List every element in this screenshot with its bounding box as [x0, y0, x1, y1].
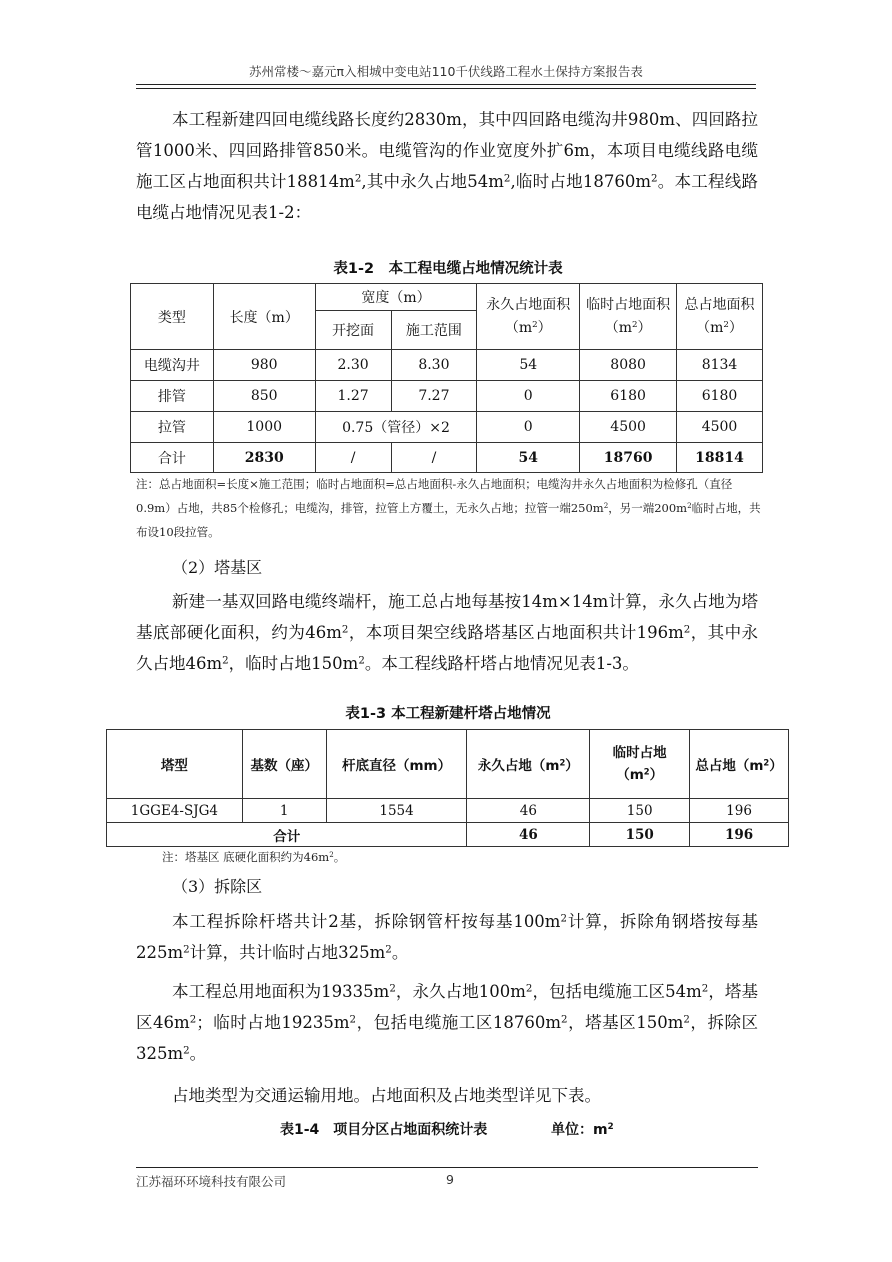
table-1-4-unit: 单位：$m^2$ [551, 1122, 614, 1138]
header-tower-type: 塔型 [107, 730, 243, 799]
paragraph-cable-overview: 本工程新建四回电缆线路长度约2830m，其中四回路电缆沟井980m、四回路拉管1000米、四回路排管850米。电缆管沟的作业宽度外扩6m，本项目电缆线路电缆施工区占地面积共计$18814m^2$,其中永久占地$54m^2$,临时占地$18760m^2$。本工程线路电缆占地情况见表1-2： [136, 110, 758, 222]
header-width: 宽度（m） [315, 284, 477, 311]
header-total: 总占地$(m^2)$ [690, 730, 789, 799]
running-header: 苏州常楼～嘉元π入相城中变电站110千伏线路工程水土保持方案报告表 [249, 64, 643, 79]
header-temporary: 临时占地$(m^2)$ [590, 730, 690, 799]
cell-excavation: 2.30 [315, 350, 391, 381]
cell-length: 1000 [213, 412, 315, 443]
table-total-row [107, 823, 789, 847]
table-1-2-caption: 表1-2 本工程电缆占地情况统计表 [333, 261, 563, 277]
header-count: 基数（座） [242, 730, 326, 799]
header-total: 总占地面积$(m^2)$ [677, 284, 763, 350]
cell-type: 排管 [131, 381, 214, 412]
table-1-3-note: 注：塔基区 底硬化面积约为$46m^2$。 [162, 850, 346, 864]
cell-permanent: 46 [467, 823, 590, 847]
section-heading-tower: （2）塔基区 [172, 558, 263, 577]
cell-total: 4500 [677, 412, 763, 443]
section-heading-demolition: （3）拆除区 [172, 877, 263, 896]
cell-length: 2830 [213, 443, 315, 473]
cell-type: 合计 [131, 443, 214, 473]
cell-total: 6180 [677, 381, 763, 412]
cell-construction: / [391, 443, 477, 473]
footer-rule [136, 1167, 758, 1168]
cell-temporary: 150 [590, 823, 690, 847]
cell-permanent: 46 [467, 799, 590, 823]
header-rule [136, 84, 756, 85]
table-1-3 [106, 729, 789, 847]
paragraph-total-land: 本工程总用地面积为$19335m^2$，永久占地$100m^2$，包括电缆施工区$54m^2$，塔基区$46m^2$；临时占地$19235m^2$，包括电缆施工区$18760m^2$，塔基区$150m^2$，拆除区$325m^2$。 [136, 982, 759, 1063]
cell-count: 1 [242, 799, 326, 823]
header-diameter: 杆底直径（mm） [326, 730, 467, 799]
cell-total: 196 [690, 799, 789, 823]
cell-temporary: 150 [590, 799, 690, 823]
header-permanent: 永久占地面积$(m^2)$ [477, 284, 580, 350]
header-construction: 施工范围 [391, 311, 477, 350]
table-1-4-caption: 表1-4 项目分区占地面积统计表 [280, 1122, 488, 1138]
table-1-3-caption: 表1-3 本工程新建杆塔占地情况 [345, 706, 551, 722]
header-rule-thin [136, 88, 756, 89]
cell-permanent: 0 [477, 412, 580, 443]
cell-type: 电缆沟井 [131, 350, 214, 381]
cell-temporary: 8080 [580, 350, 677, 381]
cell-total: 8134 [677, 350, 763, 381]
footer-company: 江苏福环环境科技有限公司 [136, 1174, 287, 1189]
cell-diameter: 1554 [326, 799, 467, 823]
table-row [131, 350, 763, 381]
cell-permanent: 0 [477, 381, 580, 412]
cell-temporary: 18760 [580, 443, 677, 473]
header-temporary: 临时占地面积$(m^2)$ [580, 284, 677, 350]
page-number: 9 [446, 1172, 454, 1187]
cell-length: 850 [213, 381, 315, 412]
table-row [131, 412, 763, 443]
header-excavation: 开挖面 [315, 311, 391, 350]
cell-permanent: 54 [477, 350, 580, 381]
table-1-2-note: 注：总占地面积=长度×施工范围；临时占地面积=总占地面积-永久占地面积；电缆沟井永久占地面积为检修孔（直径0.9m）占地，共85个检修孔；电缆沟，排管，拉管上方覆土，无永久占地；拉管一端$250m^2$，另一端$200m^2$临时占地，共布设10段拉管。 [136, 477, 761, 539]
header-type: 类型 [131, 284, 214, 350]
header-length: 长度（m） [213, 284, 315, 350]
paragraph-tower: 新建一基双回路电缆终端杆，施工总占地每基按14m×14m计算，永久占地为塔基底部硬化面积，约为$46m^2$，本项目架空线路塔基区占地面积共计$196m^2$，其中永久占地$46m^2$，临时占地$150m^2$。本工程线路杆塔占地情况见表1-3。 [136, 592, 759, 673]
table-1-2 [130, 283, 763, 473]
paragraph-demolition: 本工程拆除杆塔共计2基，拆除钢管杆按每基$100m^2$计算，拆除角钢塔按每基$225m^2$计算，共计临时占地$325m^2$。 [136, 912, 759, 962]
cell-excavation: / [315, 443, 391, 473]
cell-width-merged: 0.75（管径）×2 [315, 412, 477, 443]
table-row [107, 799, 789, 823]
cell-total: 196 [690, 823, 789, 847]
cell-tower-type: 1GGE4-SJG4 [107, 799, 243, 823]
paragraph-land-type: 占地类型为交通运输用地。占地面积及占地类型详见下表。 [172, 1086, 601, 1105]
cell-length: 980 [213, 350, 315, 381]
cell-construction: 7.27 [391, 381, 477, 412]
cell-construction: 8.30 [391, 350, 477, 381]
table-total-row [131, 443, 763, 473]
cell-permanent: 54 [477, 443, 580, 473]
cell-excavation: 1.27 [315, 381, 391, 412]
cell-temporary: 4500 [580, 412, 677, 443]
cell-total-label: 合计 [107, 823, 467, 847]
cell-temporary: 6180 [580, 381, 677, 412]
header-permanent: 永久占地$(m^2)$ [467, 730, 590, 799]
table-row [131, 381, 763, 412]
cell-total: 18814 [677, 443, 763, 473]
cell-type: 拉管 [131, 412, 214, 443]
